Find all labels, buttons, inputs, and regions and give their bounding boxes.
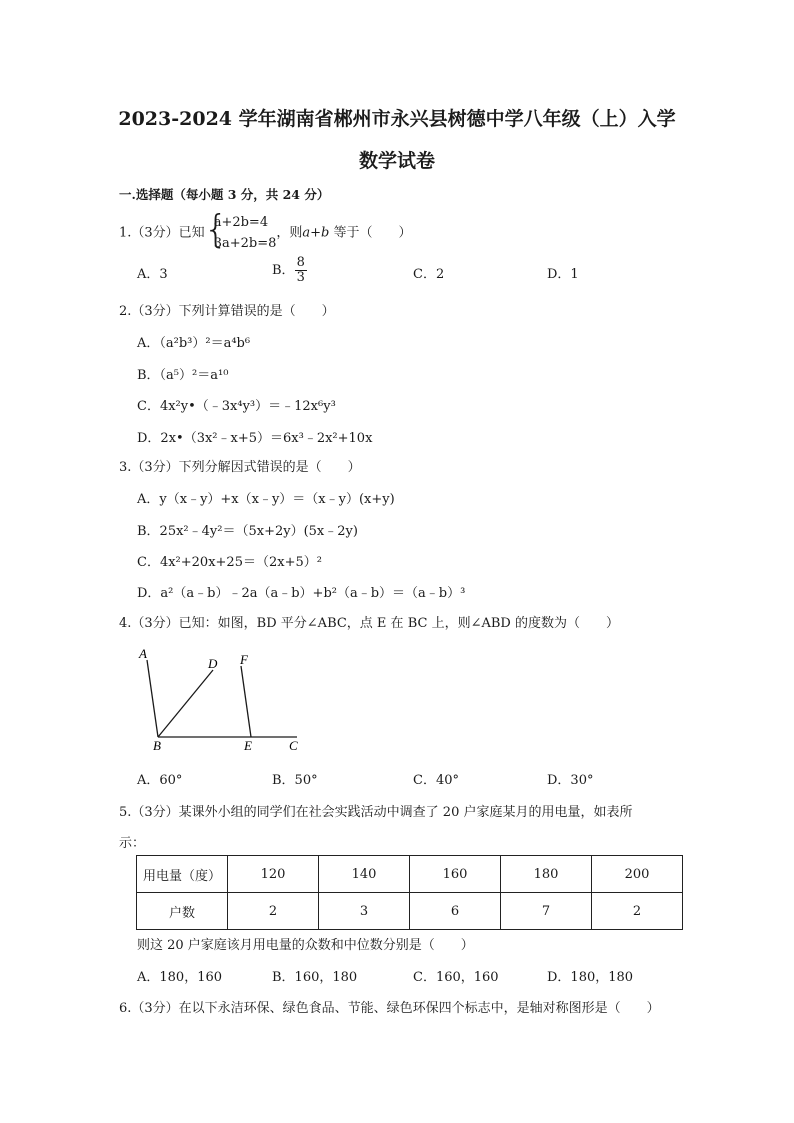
line-bd <box>158 670 213 737</box>
q1-option-b-label: B． <box>272 263 295 278</box>
q3-option-a: A．y（x﹣y）+x（x﹣y）＝（x﹣y）(x+y) <box>137 492 395 507</box>
q3-option-c: C．4x²+20x+25＝（2x+5）² <box>137 555 322 570</box>
table-row <box>137 893 683 930</box>
table-cell: 2 <box>228 893 319 930</box>
title-line-1: 2023-2024 学年湖南省郴州市永兴县树德中学八年级（上）入学 <box>118 108 676 130</box>
question-1 <box>119 207 412 254</box>
q3-option-b: B．25x²﹣4y²＝（5x+2y）(5x﹣2y) <box>137 524 358 539</box>
table-cell: 6 <box>410 893 501 930</box>
label-a: A <box>139 646 147 661</box>
q2-option-a: A．（a²b³）²＝a⁴b⁶ <box>137 336 251 351</box>
q1-eq1: a+2b=4 <box>213 215 269 230</box>
line-ba <box>147 660 158 737</box>
q1-option-b-fraction <box>295 256 307 285</box>
section-heading: 一.选择题（每小题 3 分，共 24 分） <box>119 187 330 202</box>
q4-geometry-figure <box>133 642 313 757</box>
q5-data-table <box>136 855 683 930</box>
line-ef <box>241 666 251 737</box>
table-cell: 180 <box>501 856 592 893</box>
q1-eq2: 3a+2b=8 <box>213 236 277 251</box>
table-cell: 120 <box>228 856 319 893</box>
table-cell: 200 <box>592 856 683 893</box>
q1-fraction-numerator: 8 <box>296 255 305 270</box>
q2-option-d: D．2x•（3x²﹣x+5）＝6x³﹣2x²+10x <box>137 431 373 446</box>
q1-option-d: D．1 <box>547 267 579 282</box>
q4-option-b: B．50° <box>272 773 318 788</box>
q1-option-a: A．3 <box>137 267 168 282</box>
question-6: 6.（3分）在以下永洁环保、绿色食品、节能、绿色环保四个标志中，是轴对称图形是（ ） <box>119 1001 660 1016</box>
table-row <box>137 856 683 893</box>
q4-option-c: C．40° <box>413 773 459 788</box>
label-f: F <box>240 652 248 667</box>
table-cell: 用电量（度） <box>137 856 228 893</box>
q4-option-a: A．60° <box>137 773 183 788</box>
label-d: D <box>208 656 218 671</box>
label-c: C <box>289 738 298 753</box>
title-line-2: 数学试卷 <box>358 150 435 172</box>
brace-icon: { <box>203 207 228 251</box>
q1-option-b <box>272 256 307 285</box>
q1-suffix-post: 等于（ ） <box>329 225 412 241</box>
question-3: 3.（3分）下列分解因式错误的是（ ） <box>119 460 361 475</box>
question-5-line-2: 示： <box>119 836 146 851</box>
label-e: E <box>244 738 252 753</box>
q1-fraction-denominator: 3 <box>296 270 305 285</box>
q1-suffix-expr: a+b <box>302 225 330 241</box>
table-cell: 160 <box>410 856 501 893</box>
q2-option-c: C．4x²y•（﹣3x⁴y³）＝﹣12x⁶y³ <box>137 399 336 414</box>
table-cell: 3 <box>319 893 410 930</box>
q4-option-d: D．30° <box>547 773 594 788</box>
table-cell: 140 <box>319 856 410 893</box>
table-cell: 户数 <box>137 893 228 930</box>
table-cell: 2 <box>592 893 683 930</box>
q5-option-a: A．180，160 <box>137 970 223 985</box>
question-4: 4.（3分）已知：如图，BD 平分∠ABC，点 E 在 BC 上，则∠ABD 的度数为（ ） <box>119 616 619 631</box>
q1-option-c: C．2 <box>413 267 445 282</box>
q1-suffix-pre: ，则 <box>276 225 303 241</box>
question-2: 2.（3分）下列计算错误的是（ ） <box>119 304 335 319</box>
q5-option-b: B．160，180 <box>272 970 358 985</box>
label-b: B <box>153 738 161 753</box>
q5-followup: 则这 20 户家庭该月用电量的众数和中位数分别是（ ） <box>137 938 474 953</box>
q5-option-d: D．180，180 <box>547 970 634 985</box>
q5-option-c: C．160，160 <box>413 970 499 985</box>
table-cell: 7 <box>501 893 592 930</box>
question-5-line-1: 5.（3分）某课外小组的同学们在社会实践活动中调查了 20 户家庭某月的用电量，如表所 <box>119 805 633 820</box>
q1-equation-system <box>203 207 277 254</box>
q3-option-d: D．a²（a﹣b）﹣2a（a﹣b）+b²（a﹣b）＝（a﹣b）³ <box>137 586 466 601</box>
q2-option-b: B．（a⁵）²＝a¹⁰ <box>137 368 229 383</box>
q1-prefix: 1.（3分）已知 <box>119 225 205 241</box>
